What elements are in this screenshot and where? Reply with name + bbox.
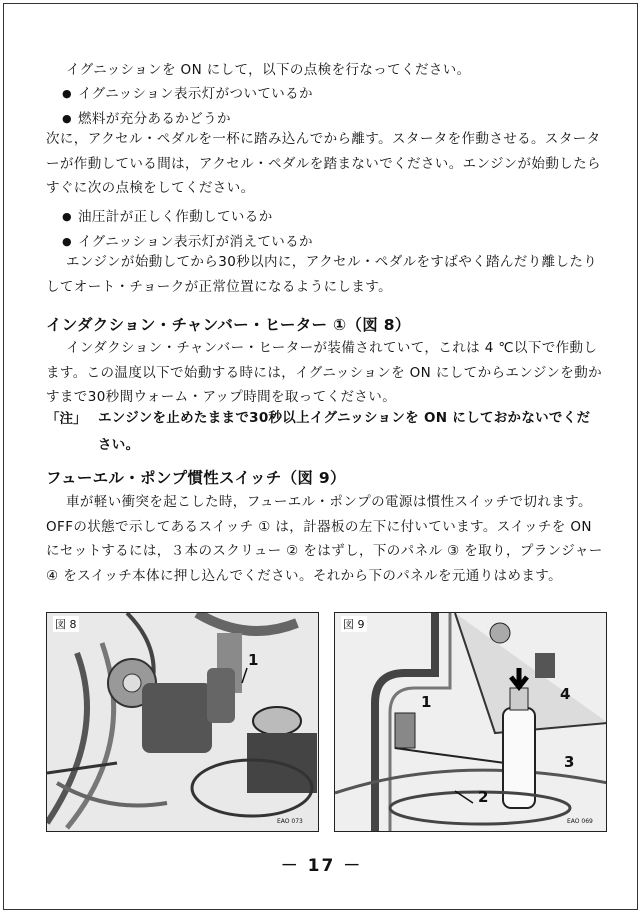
page-number: － 17 －	[280, 856, 363, 876]
inertia-switch-heading: フューエル・ポンプ慣性スイッチ（図 9）	[46, 469, 346, 487]
figure-9-callout-1: 1	[421, 693, 432, 711]
ignition-instruction: イグニッションを ON にして，以下の点検を行なってください。	[66, 62, 471, 78]
check-item-ignition-lamp-off: ● イグニッション表示灯が消えているか	[62, 230, 313, 250]
induction-heater-heading: インダクション・チャンバー・ヒーター ①（図 8）	[46, 316, 411, 334]
figure-9-callout-2: 2	[478, 788, 489, 806]
figure-9-switch-photo	[334, 612, 607, 832]
figure-9-code: EAO 069	[567, 818, 593, 825]
figure-8-code: EAO 073	[277, 818, 303, 825]
check-item-fuel: ● 燃料が充分あるかどうか	[62, 107, 231, 127]
note-label: 「注」	[46, 411, 87, 427]
note-body: エンジンを止めたままで30秒以上イグニッションを ON にしておかないでください。	[98, 410, 591, 453]
engine-illustration	[47, 613, 319, 832]
inertia-switch-illustration	[335, 613, 607, 832]
auto-choke-instruction: エンジンが始動してから30秒以内に，アクセル・ペダルをすばやく踏んだり離したりしてオート・チョークが正常位置になるようにします。	[46, 254, 598, 295]
check-item-ignition-lamp-on: ● イグニッション表示灯がついているか	[62, 82, 313, 102]
figure-9-callout-4: 4	[560, 685, 571, 703]
figure-8-label: 図 8	[55, 618, 77, 631]
check-item-oil-gauge: ● 油圧計が正しく作動しているか	[62, 205, 273, 225]
figure-9-label: 図 9	[343, 618, 365, 631]
figure-9-callout-3: 3	[564, 753, 575, 771]
figure-8-callout-1: 1	[248, 651, 259, 669]
figure-8-engine-photo	[46, 612, 319, 832]
induction-heater-body: インダクション・チャンバー・ヒーターが装備されていて，これは 4 ℃以下で作動します。この温度以下で始動する時には，イグニッションを ON にしてからエンジンを動かすまで30秒間ウォーム・アップ時間を取ってください。	[46, 340, 603, 405]
starter-instruction: 次に，アクセル・ペダルを一杯に踏み込んでから離す。スタータを作動させる。スターターが作動している間は，アクセル・ペダルを踏まないでください。エンジンが始動したらすぐに次の点検をしてください。	[46, 131, 601, 196]
inertia-switch-body: 車が軽い衝突を起こした時，フューエル・ポンプの電源は慣性スイッチで切れます。OFFの状態で示してあるスイッチ ① は，計器板の左下に付いています。スイッチを ON にセットするには，３本のスクリュー ② をはずし，下のパネル ③ を取り，プランジャー ④ をスイッチ本体に押し込んでください。それから下のパネルを元通りはめます。	[46, 494, 603, 584]
